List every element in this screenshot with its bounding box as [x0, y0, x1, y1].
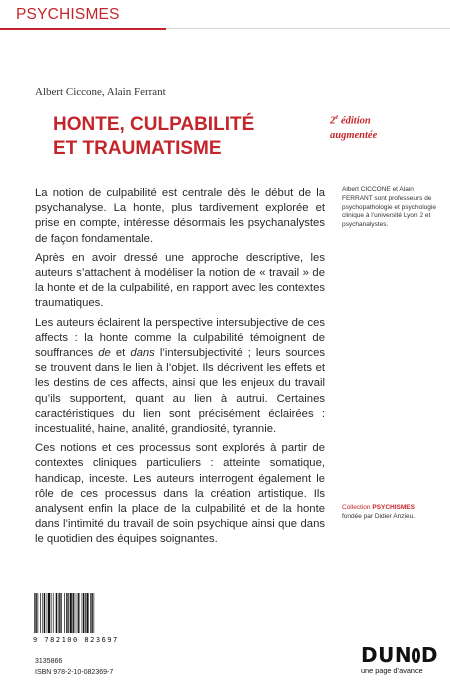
barcode-bar [75, 593, 76, 633]
barcode-bar [78, 593, 79, 633]
series-band [0, 0, 166, 26]
blurb-paragraph-1: La notion de culpabilité est centrale dès le début de la psychanalyse. La honte, plus tardivement explorée et prise en compte, intéresse désormais les psychanalystes de façon fondamentale. [35, 187, 325, 245]
barcode-bar [61, 593, 62, 633]
edition-note [330, 113, 430, 143]
title-line-2: ET TRAUMATISME [53, 137, 222, 159]
barcode-bar [82, 593, 83, 633]
authors: Albert Ciccone, Alain Ferrant [35, 86, 166, 98]
header-rule [166, 28, 450, 29]
series-rule [0, 28, 166, 30]
barcode-bar [44, 593, 45, 633]
barcode-bar [53, 593, 54, 633]
author-bio: Albert CICCONE et Alain FERRANT sont professeurs de psychopathologie et psychologie clinique à l’université Lyon 2 et psychanalystes. [342, 186, 436, 229]
barcode-bar [35, 593, 36, 633]
barcode-bar [42, 593, 43, 633]
blurb-p3-text-a: Les auteurs éclairent la perspective intersubjective de ces affects : la honte comme la culpabilité témoignent de souffrances [35, 316, 325, 360]
barcode-bar [73, 593, 74, 633]
collection-note [342, 503, 447, 521]
product-reference: 3135866 [35, 658, 63, 665]
publisher-tagline: une page d’avance [361, 666, 423, 675]
barcode-number: 9 782100 823697 [33, 636, 119, 644]
barcode-bar [77, 593, 78, 633]
blurb-paragraph-3 [35, 316, 325, 438]
barcode-bar [51, 593, 52, 633]
barcode-bar [48, 593, 50, 633]
barcode-bar [38, 593, 39, 633]
collection-founder: fondée par Didier Anzieu. [342, 513, 415, 520]
barcode-bar [64, 593, 65, 633]
barcode-bar [68, 593, 69, 633]
dunod-o-ring [412, 648, 421, 663]
barcode-bar [90, 593, 91, 633]
blurb-p3-text-b: et [110, 347, 131, 360]
blurb-p3-em-de: de [98, 347, 111, 360]
barcode-bar [66, 593, 67, 633]
isbn: ISBN 978-2-10-082369-7 [35, 669, 114, 676]
dunod-wordmark: D U N D [361, 643, 437, 667]
barcode-bar [94, 593, 95, 633]
barcode-bar [40, 593, 41, 633]
book-title [53, 113, 313, 161]
barcode-bar [59, 593, 60, 633]
blurb-paragraph-2: Après en avoir dressé une approche descriptive, les auteurs s’attachent à modéliser la notion de « travail » de la honte et de la culpabilité, en rapport avec les contextes traumatiques. [35, 251, 325, 310]
barcode [33, 593, 125, 633]
series-name: PSYCHISMES [16, 6, 120, 23]
barcode-bar [70, 593, 72, 633]
barcode-bar [91, 593, 92, 633]
barcode-bar [58, 593, 59, 633]
edition-augmented: augmentée [330, 129, 378, 141]
blurb-p3-text-c: l’intersubjectivité ; leurs sources se trouvent dans le lien à l’objet. Ils décrivent les effets et les destins de ces affects, ainsi que les enjeux du travail qu’ils supportent, quant au lien à autrui. Certaines caractéristiques du lien sont précisément éclairées : incestualité, haine, analité, grandiosité, tyrannie. [35, 347, 325, 436]
collection-label: Collection [342, 504, 371, 511]
edition-word: édition [338, 115, 371, 127]
barcode-bar [85, 593, 86, 633]
barcode-bar [47, 593, 48, 633]
barcode-bar [83, 593, 84, 633]
blurb-p3-em-dans: dans [130, 347, 155, 360]
dunod-logo [361, 645, 437, 675]
edition-number: 2 [330, 115, 336, 127]
collection-name: PSYCHISMES [372, 504, 415, 511]
blurb-paragraph-4: Ces notions et ces processus sont explorés à partir de contextes cliniques particuliers : atteinte somatique, handicap, inceste. Les auteurs interrogent également le rôle de ces processus dans la création artistique. Ils analysent enfin la place de la culpabilité et de la honte dans l’intimité du travail de soin psychique ainsi que dans le quotidien des équipes soignantes. [35, 442, 325, 546]
barcode-bar [34, 593, 35, 633]
title-line-1: HONTE, CULPABILITÉ [53, 114, 255, 135]
barcode-bar [56, 593, 57, 633]
edition-suffix: e [335, 113, 339, 121]
blurb [35, 186, 325, 552]
barcode-bar [87, 593, 89, 633]
